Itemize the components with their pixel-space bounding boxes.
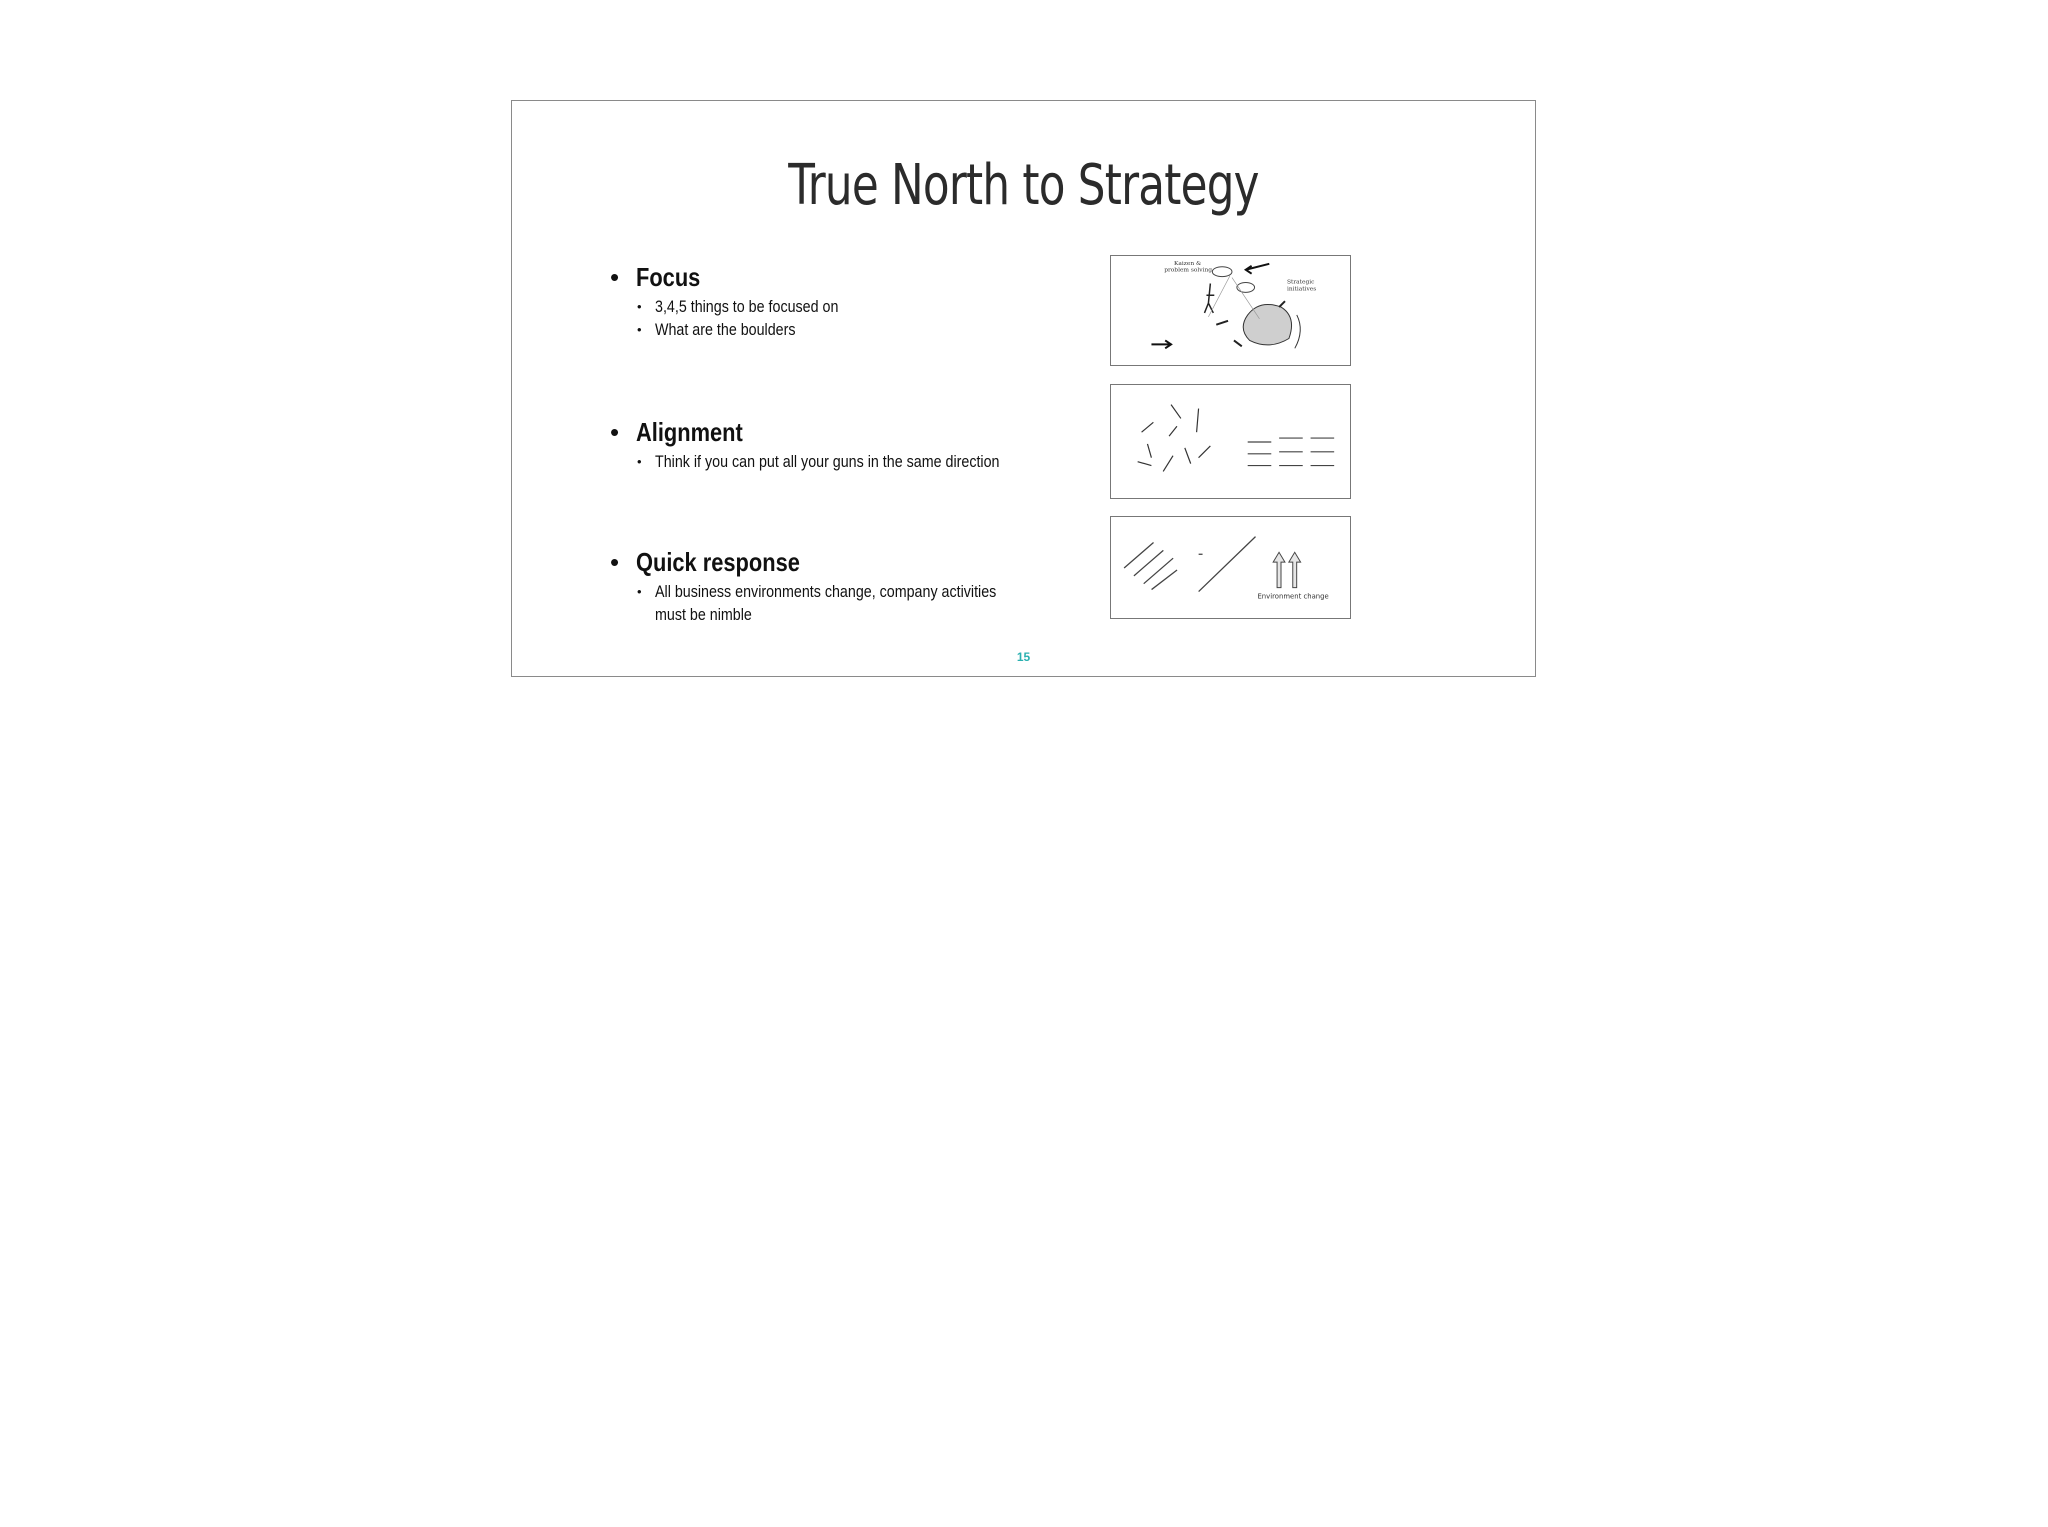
sub-bullet	[610, 450, 1070, 473]
sub-bullet	[610, 295, 1070, 318]
bullet-text: 3,4,5 things to be focused on	[655, 297, 839, 316]
focus-sketch-icon	[1111, 256, 1350, 365]
alignment-sketch-image	[1110, 384, 1351, 499]
section-heading	[610, 544, 1070, 580]
section-heading	[610, 259, 1070, 295]
slide	[511, 100, 1536, 677]
focus-sketch-image	[1110, 255, 1351, 366]
sketch-label: problem solving	[1164, 267, 1213, 274]
alignment-arrows-icon	[1111, 385, 1350, 498]
section-focus	[610, 259, 1070, 341]
heading-quick-response: Quick response	[636, 547, 800, 577]
bullet-icon: •	[637, 299, 642, 314]
bullet-text: All business environments change, company activities must be nimble	[655, 582, 997, 624]
bullet-icon: •	[637, 454, 642, 469]
quick-response-sketch-image	[1110, 516, 1351, 619]
sketch-label: Environment change	[1257, 592, 1329, 601]
sub-bullet	[610, 580, 1070, 626]
sketch-label: Kaizen &	[1174, 260, 1202, 267]
section-alignment	[610, 414, 1070, 473]
sketch-label: initiatives	[1286, 286, 1317, 293]
bullet-icon: •	[637, 322, 642, 337]
bullet-text: Think if you can put all your guns in the same direction	[655, 452, 1000, 471]
bullet-icon: •	[610, 262, 620, 292]
bullet-icon: •	[610, 417, 620, 447]
sub-bullet	[610, 318, 1070, 341]
slide-title: True North to Strategy	[788, 153, 1259, 218]
sketch-label: Strategic	[1286, 279, 1315, 286]
bullet-icon: •	[610, 547, 620, 577]
section-quick-response	[610, 544, 1070, 626]
bullet-text: What are the boulders	[655, 320, 796, 339]
heading-alignment: Alignment	[636, 417, 743, 447]
bullet-icon: •	[637, 584, 642, 599]
section-heading	[610, 414, 1070, 450]
page-number: 15	[1016, 650, 1031, 664]
heading-focus: Focus	[636, 262, 701, 292]
environment-change-icon	[1111, 517, 1350, 618]
